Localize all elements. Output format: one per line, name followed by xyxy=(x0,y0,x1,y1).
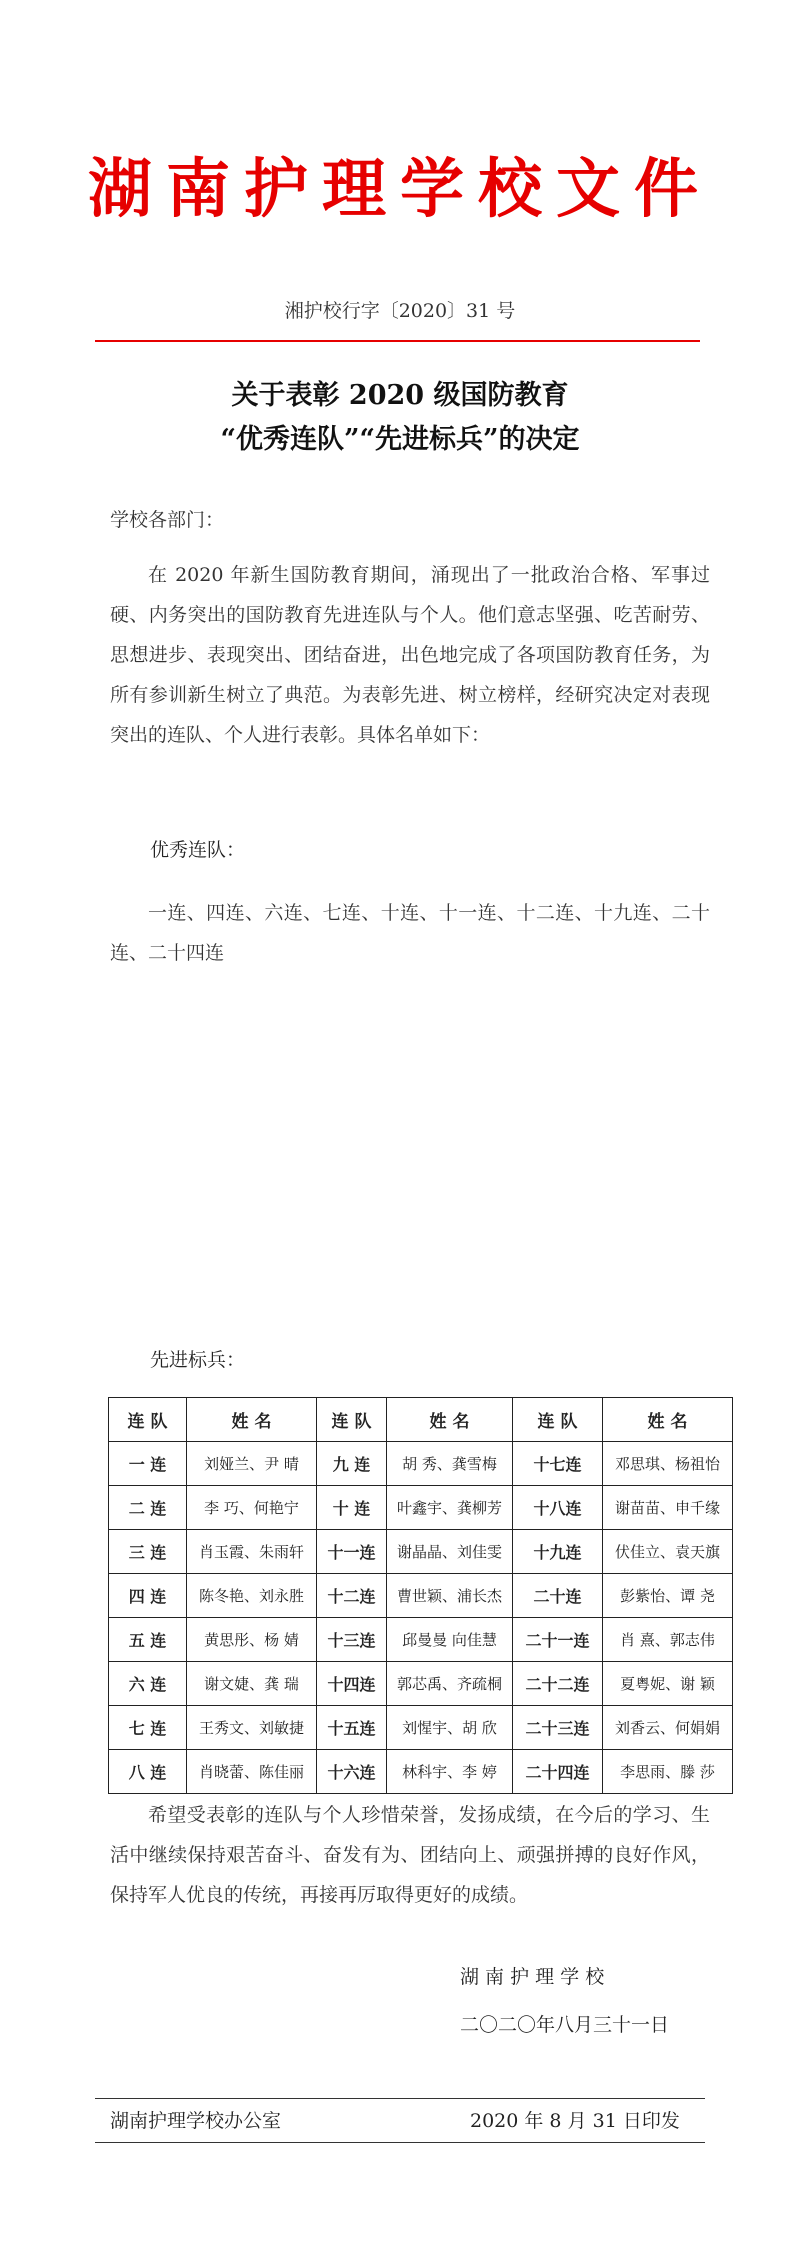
company-cell: 十 连 xyxy=(317,1486,387,1530)
names-cell: 谢晶晶、刘佳雯 xyxy=(387,1530,513,1574)
excellent-units-list: 一连、四连、六连、七连、十连、十一连、十二连、十九连、二十连、二十四连 xyxy=(110,902,710,964)
names-cell: 肖 熹、郭志伟 xyxy=(603,1618,733,1662)
intro-paragraph: 在 2020 年新生国防教育期间，涌现出了一批政治合格、军事过硬、内务突出的国防教育先进连队与个人。他们意志坚强、吃苦耐劳、思想进步、表现突出、团结奋进，出色地完成了各项国防教育任务，为所有参训新生树立了典范。为表彰先进、树立榜样，经研究决定对表现突出的连队、个人进行表彰。具体名单如下： xyxy=(110,564,710,746)
names-cell: 王秀文、刘敏捷 xyxy=(187,1706,317,1750)
names-cell: 黄思彤、杨 婧 xyxy=(187,1618,317,1662)
table-header-cell: 姓 名 xyxy=(387,1398,513,1442)
company-cell: 二十连 xyxy=(513,1574,603,1618)
names-cell: 邱曼曼 向佳慧 xyxy=(387,1618,513,1662)
table-header-cell: 姓 名 xyxy=(187,1398,317,1442)
document-title-line-2: “优秀连队”“先进标兵”的决定 xyxy=(220,424,580,455)
table-row xyxy=(109,1442,733,1486)
footer-print-date: 2020 年 8 月 31 日印发 xyxy=(470,2110,680,2132)
company-cell: 二 连 xyxy=(109,1486,187,1530)
names-cell: 肖晓蕾、陈佳丽 xyxy=(187,1750,317,1794)
names-cell: 陈冬艳、刘永胜 xyxy=(187,1574,317,1618)
company-cell: 九 连 xyxy=(317,1442,387,1486)
company-cell: 十二连 xyxy=(317,1574,387,1618)
salutation: 学校各部门： xyxy=(110,509,225,531)
header-red-divider xyxy=(95,340,700,342)
footer-bottom-rule xyxy=(95,2142,705,2143)
names-cell: 肖玉霞、朱雨轩 xyxy=(187,1530,317,1574)
company-cell: 二十三连 xyxy=(513,1706,603,1750)
company-cell: 十七连 xyxy=(513,1442,603,1486)
footer-office: 湖南护理学校办公室 xyxy=(110,2110,282,2132)
table-header-cell: 姓 名 xyxy=(603,1398,733,1442)
closing-paragraph: 希望受表彰的连队与个人珍惜荣誉，发扬成绩，在今后的学习、生活中继续保持艰苦奋斗、奋发有为、团结向上、顽强拼搏的良好作风，保持军人优良的传统，再接再厉取得更好的成绩。 xyxy=(110,1804,710,1906)
names-cell: 胡 秀、龚雪梅 xyxy=(387,1442,513,1486)
table-row xyxy=(109,1750,733,1794)
signature-date: 二〇二〇年八月三十一日 xyxy=(460,2014,670,2036)
document-number: 湘护校行字〔2020〕31 号 xyxy=(284,300,516,322)
names-cell: 伏佳立、袁天旗 xyxy=(603,1530,733,1574)
company-cell: 二十二连 xyxy=(513,1662,603,1706)
names-cell: 刘惺宇、胡 欣 xyxy=(387,1706,513,1750)
company-cell: 二十一连 xyxy=(513,1618,603,1662)
names-cell: 刘香云、何娟娟 xyxy=(603,1706,733,1750)
advanced-soldiers-table xyxy=(108,1397,733,1794)
company-cell: 五 连 xyxy=(109,1618,187,1662)
table-row xyxy=(109,1574,733,1618)
names-cell: 邓思琪、杨祖怡 xyxy=(603,1442,733,1486)
names-cell: 林科宇、李 婷 xyxy=(387,1750,513,1794)
names-cell: 彭紫怡、谭 尧 xyxy=(603,1574,733,1618)
document-header-title: 湖南护理学校文件 xyxy=(88,152,712,227)
company-cell: 三 连 xyxy=(109,1530,187,1574)
table-header-cell: 连 队 xyxy=(317,1398,387,1442)
table-row xyxy=(109,1618,733,1662)
company-cell: 八 连 xyxy=(109,1750,187,1794)
company-cell: 十三连 xyxy=(317,1618,387,1662)
names-cell: 郭芯禹、齐疏桐 xyxy=(387,1662,513,1706)
advanced-soldiers-heading: 先进标兵： xyxy=(150,1349,246,1371)
names-cell: 叶鑫宇、龚柳芳 xyxy=(387,1486,513,1530)
company-cell: 十六连 xyxy=(317,1750,387,1794)
signer-name: 湖 南 护 理 学 校 xyxy=(460,1966,605,1988)
company-cell: 十五连 xyxy=(317,1706,387,1750)
names-cell: 李 巧、何艳宁 xyxy=(187,1486,317,1530)
company-cell: 十一连 xyxy=(317,1530,387,1574)
company-cell: 七 连 xyxy=(109,1706,187,1750)
names-cell: 谢文婕、龚 瑞 xyxy=(187,1662,317,1706)
company-cell: 一 连 xyxy=(109,1442,187,1486)
names-cell: 李思雨、滕 莎 xyxy=(603,1750,733,1794)
names-cell: 刘娅兰、尹 晴 xyxy=(187,1442,317,1486)
company-cell: 十四连 xyxy=(317,1662,387,1706)
footer-top-rule xyxy=(95,2098,705,2099)
table-header-cell: 连 队 xyxy=(513,1398,603,1442)
names-cell: 谢苗苗、申千缘 xyxy=(603,1486,733,1530)
names-cell: 曹世颖、浦长杰 xyxy=(387,1574,513,1618)
table-header-cell: 连 队 xyxy=(109,1398,187,1442)
excellent-units-heading: 优秀连队： xyxy=(150,839,246,861)
table-header-row xyxy=(109,1398,733,1442)
table-row xyxy=(109,1706,733,1750)
table-row xyxy=(109,1662,733,1706)
company-cell: 二十四连 xyxy=(513,1750,603,1794)
company-cell: 四 连 xyxy=(109,1574,187,1618)
company-cell: 六 连 xyxy=(109,1662,187,1706)
document-title-line-1: 关于表彰 2020 级国防教育 xyxy=(231,380,569,411)
company-cell: 十九连 xyxy=(513,1530,603,1574)
table-row xyxy=(109,1486,733,1530)
company-cell: 十八连 xyxy=(513,1486,603,1530)
table-row xyxy=(109,1530,733,1574)
names-cell: 夏粤妮、谢 颖 xyxy=(603,1662,733,1706)
